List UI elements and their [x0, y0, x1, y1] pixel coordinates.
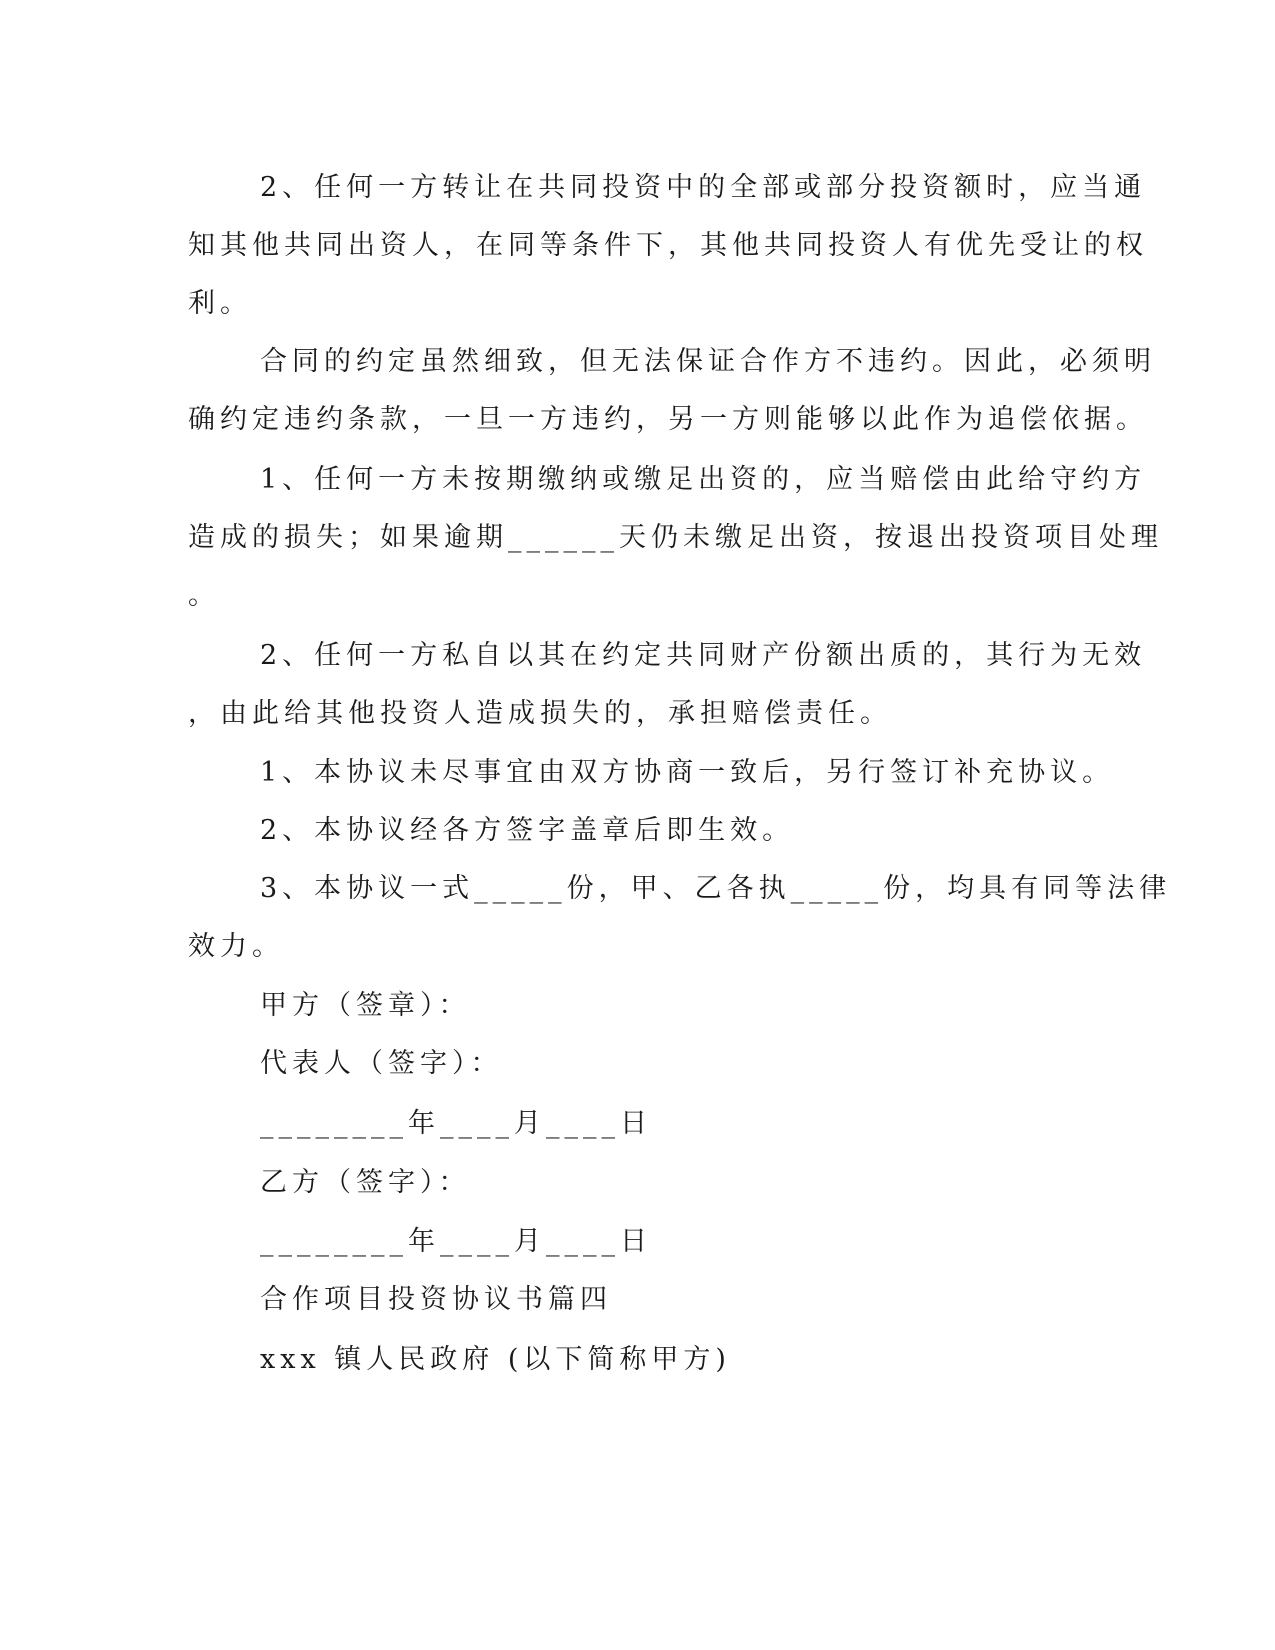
- date-line: ________年____月____日: [260, 1226, 652, 1257]
- paragraph-line: 2、任何一方转让在共同投资中的全部或部分投资额时，应当通: [260, 172, 1147, 203]
- paragraph-line: 3、本协议一式_____份，甲、乙各执_____份，均具有同等法律: [260, 873, 1172, 904]
- paragraph-line: 2、本协议经各方签字盖章后即生效。: [260, 815, 795, 846]
- signature-line-representative: 代表人（签字）：: [260, 1048, 503, 1079]
- paragraph-line: 效力。: [188, 931, 284, 962]
- section-heading: 合作项目投资协议书篇四: [260, 1284, 612, 1315]
- paragraph-line: 2、任何一方私自以其在约定共同财产份额出质的，其行为无效: [260, 640, 1147, 671]
- paragraph-line: 1、本协议未尽事宜由双方协商一致后，另行签订补充协议。: [260, 757, 1115, 788]
- signature-line-party-b: 乙方（签字）：: [260, 1167, 471, 1198]
- paragraph-line: ，由此给其他投资人造成损失的，承担赔偿责任。: [188, 698, 892, 729]
- paragraph-line: 确约定违约条款，一旦一方违约，另一方则能够以此作为追偿依据。: [188, 404, 1148, 435]
- paragraph-line: 利。: [188, 288, 252, 319]
- date-line: ________年____月____日: [260, 1108, 652, 1139]
- paragraph-line: 。: [188, 580, 220, 611]
- signature-line-party-a: 甲方（签章）：: [260, 990, 471, 1021]
- paragraph-line: 合同的约定虽然细致，但无法保证合作方不违约。因此，必须明: [260, 346, 1156, 377]
- paragraph-line: 知其他共同出资人，在同等条件下，其他共同投资人有优先受让的权: [188, 230, 1148, 261]
- paragraph-line: xxx 镇人民政府 (以下简称甲方): [260, 1344, 731, 1375]
- paragraph-line: 1、任何一方未按期缴纳或缴足出资的，应当赔偿由此给守约方: [260, 464, 1147, 495]
- paragraph-line: 造成的损失；如果逾期______天仍未缴足出资，按退出投资项目处理: [188, 522, 1163, 553]
